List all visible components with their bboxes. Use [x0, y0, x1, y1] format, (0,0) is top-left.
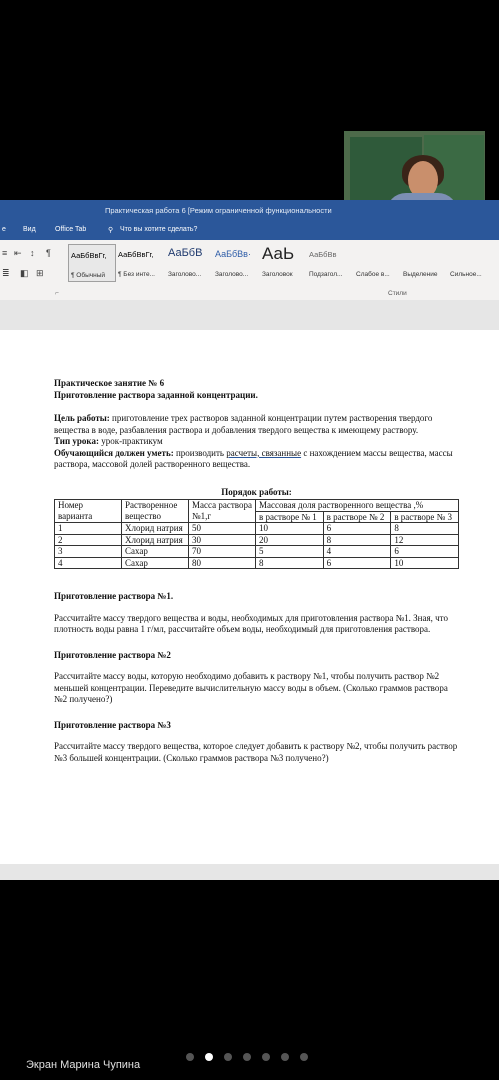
- style-heading1[interactable]: АаБбВ Заголово...: [168, 247, 203, 278]
- page-dot[interactable]: [243, 1053, 251, 1061]
- style-no-spacing[interactable]: АаБбВвГг, ¶ Без инте...: [118, 250, 155, 278]
- word-title-bar: [0, 200, 499, 222]
- heading-topic: Приготовление раствора заданной концентрации.: [54, 389, 258, 400]
- page-dot[interactable]: [186, 1053, 194, 1061]
- order-title: Порядок работы:: [221, 486, 292, 497]
- goal-paragraph: Цель работы: приготовление трех растворов заданной концентрации путем растворения твердого вещества в воде, разбавления раствора и добавления твердого вещества к имеющему раствору.: [54, 413, 433, 435]
- style-normal[interactable]: АаБбВвГг, ¶ Обычный: [68, 244, 116, 282]
- document-body: [54, 378, 459, 764]
- th-substance: Растворенное вещество: [122, 500, 189, 523]
- tab-file[interactable]: е: [2, 226, 6, 233]
- table-row: 1 Хлорид натрия 50 10 6 8: [55, 523, 459, 535]
- page-dot[interactable]: [224, 1053, 232, 1061]
- ribbon: [0, 240, 499, 301]
- section2-text: Рассчитайте массу воды, которую необходимо добавить к раствору №1, чтобы получить раствор №2 меньшей концентрации. Переведите вычислительную массу воды в объем. (Сколько граммов раствора №2 получено?): [54, 671, 448, 704]
- pilcrow-icon[interactable]: ¶: [46, 248, 51, 258]
- ribbon-tabs: [0, 222, 499, 240]
- tell-me-search[interactable]: Что вы хотите сделать?: [120, 226, 198, 233]
- th-sol3: в растворе № 3: [391, 511, 459, 523]
- th-sol1: в растворе № 1: [256, 511, 324, 523]
- page-dot[interactable]: [262, 1053, 270, 1061]
- tab-view[interactable]: Вид: [23, 226, 36, 233]
- page-dot[interactable]: [281, 1053, 289, 1061]
- sort-icon[interactable]: ↕: [30, 248, 35, 258]
- paragraph-launcher-icon[interactable]: ⌐: [55, 290, 59, 297]
- style-intense[interactable]: Сильное...: [450, 271, 482, 278]
- window-title: Практическая работа 6 [Режим ограниченной функциональности: [105, 206, 332, 215]
- indent-icon[interactable]: ⇤: [14, 248, 22, 258]
- shading-icon[interactable]: ◧: [20, 268, 29, 278]
- th-fraction: Массовая доля растворенного вещества ,%: [256, 500, 459, 512]
- lesson-type: Тип урока: урок-практикум: [54, 436, 163, 446]
- presenter-label: Экран Марина Чупина: [26, 1059, 141, 1071]
- justify-icon[interactable]: ≡: [2, 248, 8, 258]
- skills-paragraph: Обучающийся должен уметь: производить расчеты, связанные с нахождением массы вещества, массы раствора, массовой долей растворенного вещества.: [54, 447, 453, 469]
- section1-text: Рассчитайте массу твердого вещества и воды, необходимых для приготовления раствора №1. Зная, что плотность воды равна 1 г/мл, рассчитайте объем воды, необходимый для приготовления раствора.: [54, 612, 448, 634]
- style-subtle-emphasis[interactable]: Слабое в...: [356, 271, 390, 278]
- style-subtitle[interactable]: АаБбВв Подзагол...: [309, 250, 343, 278]
- th-variant: Номер варианта: [55, 500, 122, 523]
- th-mass: Масса раствора №1,г: [189, 500, 256, 523]
- variants-table: [54, 499, 459, 569]
- tell-me-icon: ⚲: [108, 227, 114, 234]
- section2-title: Приготовление раствора №2: [54, 649, 171, 660]
- page-dot[interactable]: [300, 1053, 308, 1061]
- borders-icon[interactable]: ⊞: [36, 268, 44, 278]
- style-title[interactable]: АаЬ Заголовок: [262, 244, 295, 278]
- page-dot-active[interactable]: [205, 1053, 213, 1061]
- align-icon[interactable]: ≣: [2, 268, 10, 278]
- tab-office-tab[interactable]: Office Tab: [55, 226, 87, 233]
- table-row: 3 Сахар 70 5 4 6: [55, 546, 459, 558]
- table-row: 2 Хлорид натрия 30 20 8 12: [55, 534, 459, 546]
- section3-text: Рассчитайте массу твердого вещества, которое следует добавить к раствору №2, чтобы получить раствор №3 большей концентрации. (Сколько граммов раствора №3 получено?): [54, 741, 458, 763]
- page-bottom-gap: [0, 864, 499, 880]
- styles-group-label: Стили: [388, 290, 407, 297]
- style-emphasis[interactable]: Выделение: [403, 271, 438, 278]
- heading-lesson: Практическое занятие № 6: [54, 378, 165, 388]
- style-heading2[interactable]: АаБбВв· Заголово...: [215, 249, 251, 278]
- section1-title: Приготовление раствора №1.: [54, 591, 174, 601]
- section3-title: Приготовление раствора №3: [54, 719, 171, 730]
- ruler-area: [0, 300, 499, 330]
- th-sol2: в растворе № 2: [323, 511, 391, 523]
- table-row: 4 Сахар 80 8 6 10: [55, 557, 459, 569]
